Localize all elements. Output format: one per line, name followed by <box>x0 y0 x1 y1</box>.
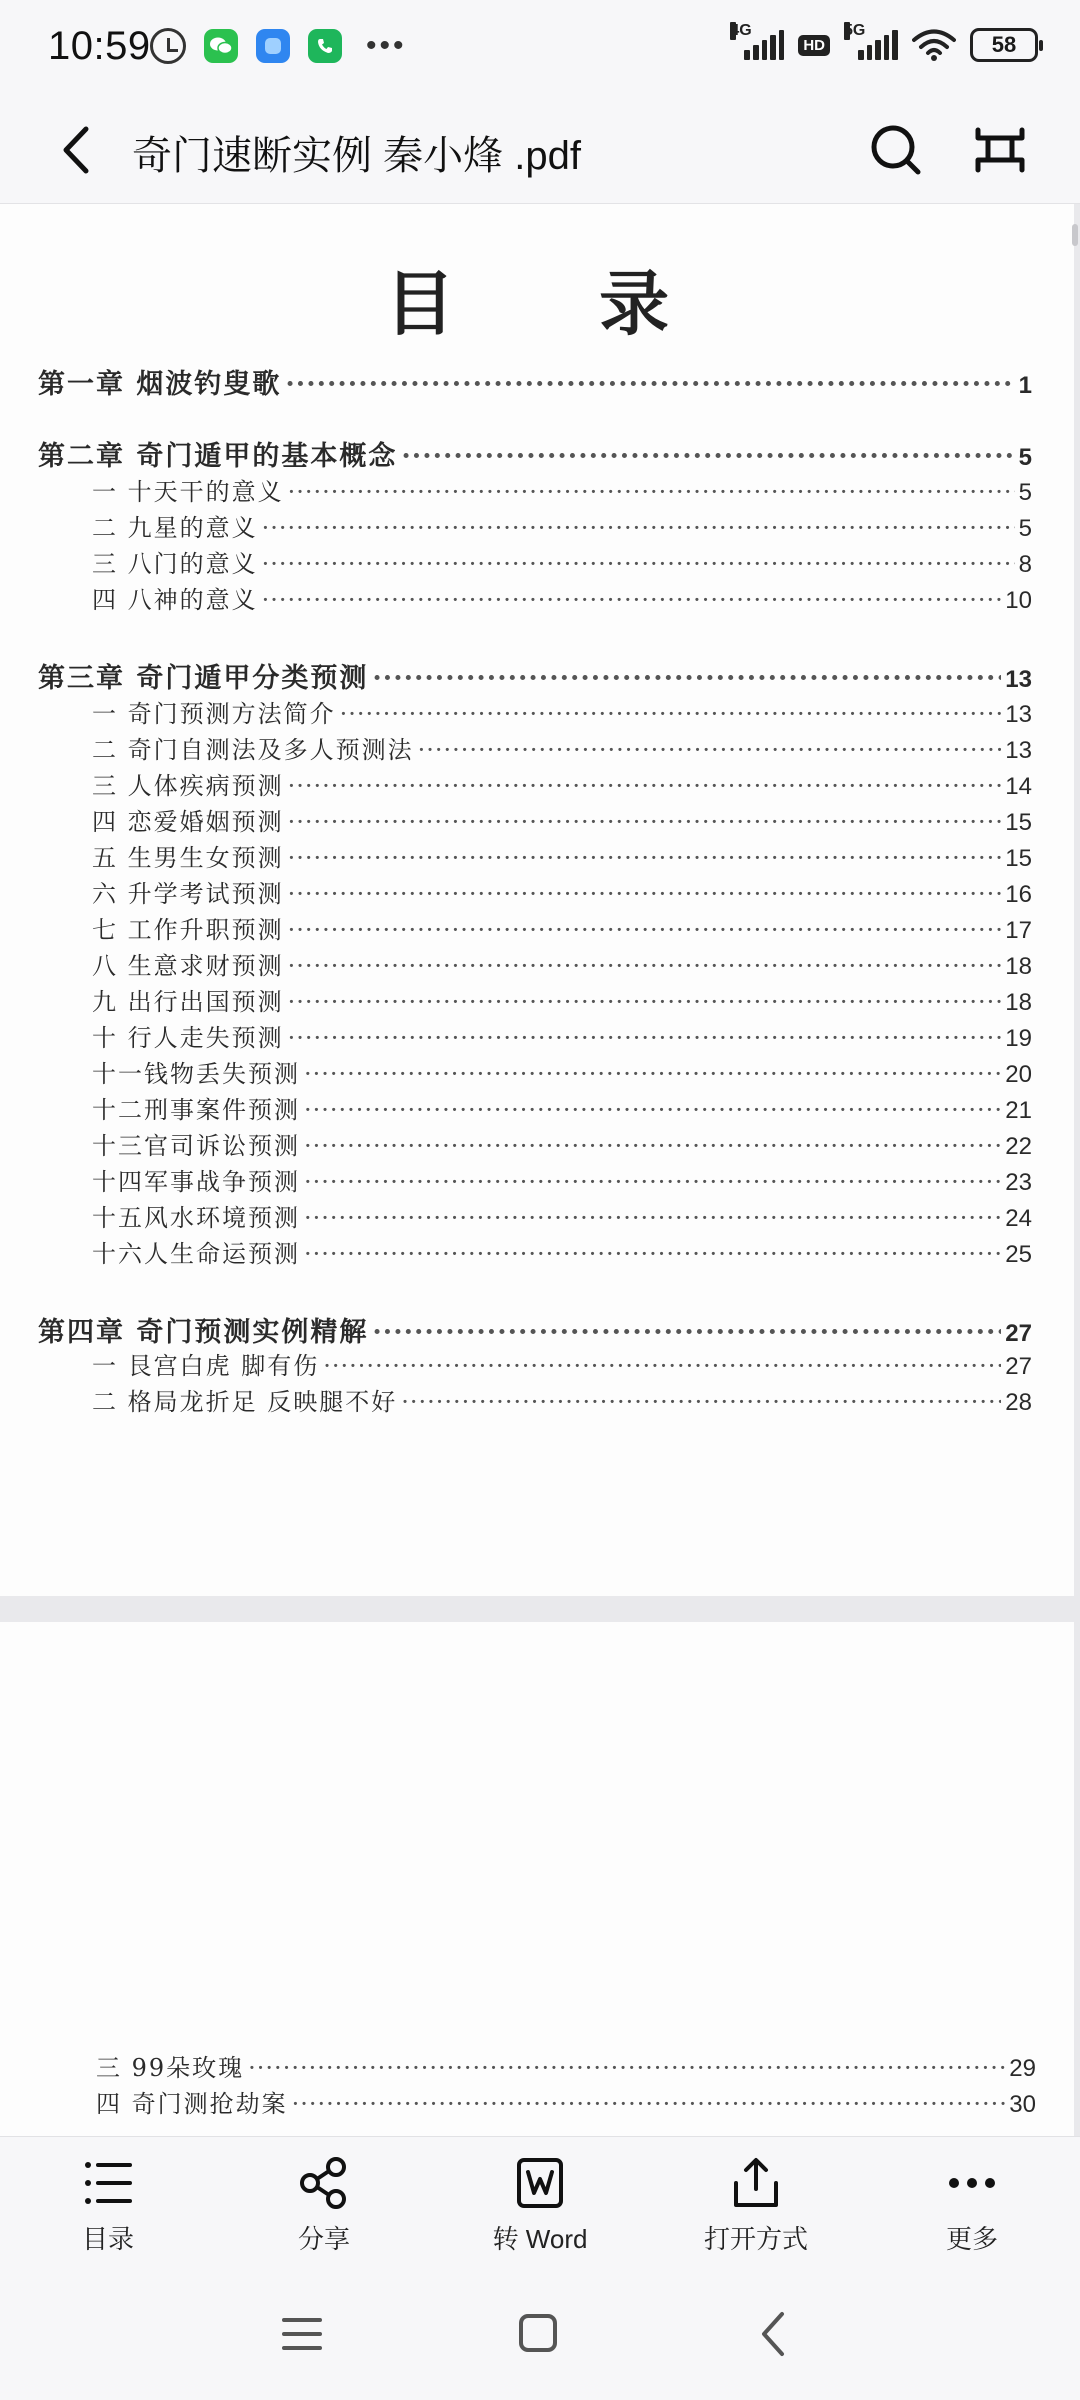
toc-item-row[interactable] <box>92 1054 1032 1089</box>
toc-item-row[interactable] <box>92 1090 1032 1125</box>
search-button[interactable] <box>866 120 926 180</box>
toc-entry-label: 十四军事战争预测 <box>92 1168 300 1196</box>
toc-page-number: 29 <box>1009 2055 1036 2082</box>
toc-entry-label: 第二章 奇门遁甲的基本概念 <box>38 441 398 472</box>
toc-page-number: 13 <box>1005 701 1032 728</box>
toc-chapter-row[interactable] <box>38 656 1032 695</box>
toc-page-number: 14 <box>1005 773 1032 800</box>
more-button-label: 更多 <box>945 2224 998 2254</box>
toc-leader-dots <box>323 1352 1001 1380</box>
toc-entry-label: 十一钱物丢失预测 <box>92 1060 300 1088</box>
toc-item-row[interactable] <box>96 2084 1036 2119</box>
signal-4g-icon <box>730 22 784 60</box>
toc-page-number: 25 <box>1005 1241 1032 1268</box>
hd-badge: HD <box>798 35 830 56</box>
pdf-page-2 <box>0 1622 1074 2136</box>
app-header <box>0 96 1080 204</box>
phone-call-icon <box>308 29 342 63</box>
reading-mode-button[interactable] <box>970 120 1030 180</box>
toc-entry-label: 十 行人走失预测 <box>92 1024 284 1052</box>
recent-apps-button[interactable] <box>272 2308 332 2360</box>
toc-leader-dots <box>304 1060 1001 1088</box>
toc-leader-dots <box>288 988 1002 1016</box>
toc-page-number: 1 <box>1018 372 1032 399</box>
more-notifications-icon: ••• <box>366 29 407 62</box>
signal-5g-icon <box>844 22 898 60</box>
toc-page-number: 19 <box>1005 1025 1032 1052</box>
toc-item-row[interactable] <box>92 580 1032 615</box>
toc-page-number: 24 <box>1005 1205 1032 1232</box>
status-system-icons <box>730 22 1038 62</box>
toc-entry-label: 二 九星的意义 <box>92 514 258 542</box>
toc-leader-dots <box>418 736 1002 764</box>
toc-entry-label: 十五风水环境预测 <box>92 1204 300 1232</box>
toc-item-row[interactable] <box>92 1382 1032 1417</box>
toc-leader-dots <box>288 916 1002 944</box>
more-button[interactable] <box>864 2137 1080 2268</box>
open-with-button[interactable] <box>648 2137 864 2268</box>
toc-item-row[interactable] <box>92 1162 1032 1197</box>
system-back-button[interactable] <box>744 2308 804 2360</box>
status-time: 10:59 <box>48 24 151 68</box>
toc-leader-dots <box>372 1317 1001 1348</box>
toc-page-number: 27 <box>1005 1353 1032 1380</box>
toc-page-number: 16 <box>1005 881 1032 908</box>
home-button[interactable] <box>508 2308 568 2360</box>
toc-item-row[interactable] <box>92 1234 1032 1269</box>
toc-page-number: 15 <box>1005 845 1032 872</box>
toc-entry-label: 四 八神的意义 <box>92 586 258 614</box>
toc-entry-label: 三 人体疾病预测 <box>92 772 284 800</box>
toc-page-number: 22 <box>1005 1133 1032 1160</box>
convert-word-label: 转 Word <box>492 2224 588 2254</box>
share-icon <box>296 2155 352 2211</box>
signal-4g-label: 4G <box>730 22 752 39</box>
toc-page-number: 18 <box>1005 989 1032 1016</box>
status-notification-icons <box>150 28 407 64</box>
toc-chapter-row[interactable] <box>38 1310 1032 1349</box>
toc-page-number: 5 <box>1018 515 1032 542</box>
toc-item-row[interactable] <box>92 1346 1032 1381</box>
toc-entry-label: 第四章 奇门预测实例精解 <box>38 1317 369 1348</box>
toc-leader-dots <box>304 1132 1001 1160</box>
toc-entry-label: 二 奇门自测法及多人预测法 <box>92 736 414 764</box>
back-button[interactable] <box>48 122 104 178</box>
toc-leader-dots <box>262 586 1002 614</box>
toc-item-row[interactable] <box>92 982 1032 1017</box>
toc-page-number: 15 <box>1005 809 1032 836</box>
toc-entry-label: 十六人生命运预测 <box>92 1240 300 1268</box>
toc-item-row[interactable] <box>92 472 1032 507</box>
open-with-label: 打开方式 <box>703 2224 808 2254</box>
toc-page-number: 23 <box>1005 1169 1032 1196</box>
back-arrow-icon <box>744 2308 804 2360</box>
toc-page-number: 13 <box>1005 666 1032 693</box>
toc-page-number: 28 <box>1005 1389 1032 1416</box>
toc-page-number: 5 <box>1018 444 1032 471</box>
toc-leader-dots <box>262 514 1015 542</box>
toc-leader-dots <box>304 1204 1001 1232</box>
toc-item-row[interactable] <box>92 874 1032 909</box>
toc-button[interactable] <box>0 2137 216 2268</box>
toc-entry-label: 一 十天干的意义 <box>92 478 284 506</box>
pdf-page-1 <box>0 204 1074 1596</box>
toc-leader-dots <box>285 369 1014 400</box>
search-icon <box>866 120 926 180</box>
more-icon <box>944 2155 1000 2211</box>
toc-item-row[interactable] <box>92 946 1032 981</box>
system-navigation-bar <box>0 2268 1080 2400</box>
toc-page-number: 5 <box>1018 479 1032 506</box>
toc-page-number: 13 <box>1005 737 1032 764</box>
toc-leader-dots <box>288 478 1015 506</box>
toc-entry-label: 第三章 奇门遁甲分类预测 <box>38 663 369 694</box>
toc-leader-dots <box>262 550 1015 578</box>
toc-page-number: 27 <box>1005 1320 1032 1347</box>
toc-item-row[interactable] <box>92 1126 1032 1161</box>
toc-leader-dots <box>304 1240 1001 1268</box>
pdf-viewer[interactable] <box>0 204 1080 2136</box>
bottom-toolbar <box>0 2136 1080 2268</box>
convert-word-button[interactable] <box>432 2137 648 2268</box>
toc-leader-dots <box>340 700 1002 728</box>
toc-chapter-row[interactable] <box>38 434 1032 473</box>
wifi-icon <box>912 29 956 61</box>
signal-5g-label: 5G <box>844 22 866 39</box>
toc-entry-label: 二 格局龙折足 反映腿不好 <box>92 1388 398 1416</box>
toc-leader-dots <box>292 2090 1006 2118</box>
battery-icon <box>970 28 1038 62</box>
scrollbar-thumb[interactable] <box>1072 224 1078 246</box>
toc-entry-label: 一 艮宫白虎 脚有伤 <box>92 1352 320 1380</box>
toc-leader-dots <box>304 1096 1001 1124</box>
toc-item-row[interactable] <box>92 694 1032 729</box>
toc-leader-dots <box>288 952 1002 980</box>
toc-entry-label: 七 工作升职预测 <box>92 916 284 944</box>
list-icon <box>80 2155 136 2211</box>
toc-item-row[interactable] <box>92 1198 1032 1233</box>
toc-leader-dots <box>372 663 1001 694</box>
toc-page-number: 8 <box>1018 551 1032 578</box>
toc-page-number: 20 <box>1005 1061 1032 1088</box>
toc-leader-dots <box>288 880 1002 908</box>
toc-item-row[interactable] <box>96 2048 1036 2083</box>
toc-chapter-row[interactable] <box>38 362 1032 401</box>
toc-page-number: 30 <box>1009 2091 1036 2118</box>
home-square-icon <box>508 2308 568 2360</box>
app-notification-icon <box>256 29 290 63</box>
toc-leader-dots <box>288 1024 1002 1052</box>
alarm-icon <box>150 28 186 64</box>
toc-entry-label: 九 出行出国预测 <box>92 988 284 1016</box>
document-title: 奇门速断实例 秦小烽 .pdf <box>132 134 581 178</box>
toc-item-row[interactable] <box>92 910 1032 945</box>
toc-button-label: 目录 <box>81 2224 134 2254</box>
toc-leader-dots <box>288 772 1002 800</box>
toc-entry-label: 十二刑事案件预测 <box>92 1096 300 1124</box>
toc-page-number: 17 <box>1005 917 1032 944</box>
toc-entry-label: 三 八门的意义 <box>92 550 258 578</box>
toc-entry-label: 第一章 烟波钓叟歌 <box>38 369 282 400</box>
toc-page-number: 21 <box>1005 1097 1032 1124</box>
toc-leader-dots <box>401 441 1014 472</box>
toc-item-row[interactable] <box>92 766 1032 801</box>
toc-leader-dots <box>288 808 1002 836</box>
toc-item-row[interactable] <box>92 1018 1032 1053</box>
toc-entry-label: 四 恋爱婚姻预测 <box>92 808 284 836</box>
reading-mode-icon <box>970 120 1030 180</box>
share-button-label: 分享 <box>297 2224 350 2254</box>
share-button[interactable] <box>216 2137 432 2268</box>
toc-item-row[interactable] <box>92 838 1032 873</box>
chevron-left-icon <box>56 125 96 175</box>
toc-leader-dots <box>401 1388 1001 1416</box>
toc-entry-label: 四 奇门测抢劫案 <box>96 2090 288 2118</box>
battery-level: 58 <box>991 32 1017 57</box>
wechat-icon <box>204 29 238 63</box>
open-with-icon <box>728 2155 784 2211</box>
word-convert-icon <box>512 2155 568 2211</box>
toc-leader-dots <box>248 2054 1005 2082</box>
toc-entry-label: 五 生男生女预测 <box>92 844 284 872</box>
toc-item-row[interactable] <box>92 802 1032 837</box>
menu-icon <box>272 2308 332 2360</box>
toc-entry-label: 八 生意求财预测 <box>92 952 284 980</box>
toc-leader-dots <box>304 1168 1001 1196</box>
toc-item-row[interactable] <box>92 508 1032 543</box>
toc-item-row[interactable] <box>92 544 1032 579</box>
toc-heading: 目 录 <box>384 262 730 345</box>
toc-leader-dots <box>288 844 1002 872</box>
toc-page-number: 10 <box>1005 587 1032 614</box>
status-bar <box>0 0 1080 96</box>
toc-item-row[interactable] <box>92 730 1032 765</box>
toc-entry-label: 三 99朵玫瑰 <box>96 2054 245 2082</box>
toc-entry-label: 一 奇门预测方法简介 <box>92 700 336 728</box>
toc-entry-label: 六 升学考试预测 <box>92 880 284 908</box>
toc-page-number: 18 <box>1005 953 1032 980</box>
toc-entry-label: 十三官司诉讼预测 <box>92 1132 300 1160</box>
